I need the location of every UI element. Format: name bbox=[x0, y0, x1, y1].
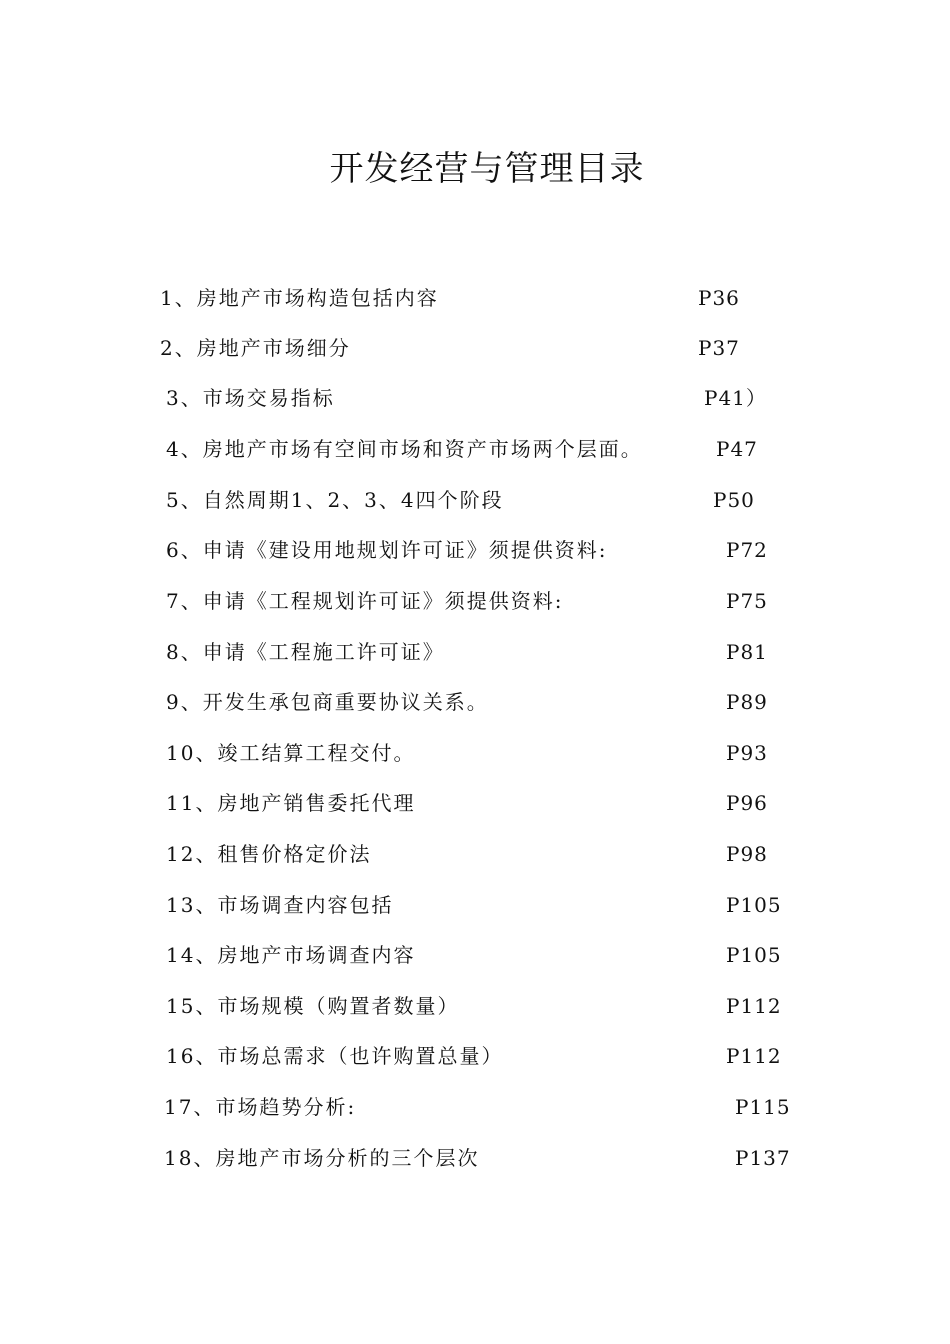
toc-entry-page: P75 bbox=[726, 589, 768, 613]
toc-entry-page: P72 bbox=[726, 538, 768, 562]
toc-entry-9 bbox=[166, 682, 766, 722]
toc-entry-label: 6、申请《建设用地规划许可证》须提供资料: bbox=[166, 538, 608, 562]
toc-entry-page: P41） bbox=[704, 386, 767, 410]
toc-entry-label: 8、申请《工程施工许可证》 bbox=[166, 640, 445, 664]
toc-entry-label: 11、房地产销售委托代理 bbox=[166, 791, 416, 815]
toc-entry-label: 1、房地产市场构造包括内容 bbox=[160, 286, 439, 310]
page-title: 开发经营与管理目录 bbox=[329, 149, 645, 189]
toc-entry-label: 5、自然周期1、2、3、4四个阶段 bbox=[166, 488, 504, 512]
toc-entry-14 bbox=[166, 935, 786, 975]
toc-entry-5 bbox=[166, 480, 766, 520]
toc-entry-page: P112 bbox=[726, 1044, 782, 1068]
toc-entry-page: P47 bbox=[716, 437, 758, 461]
toc-entry-page: P36 bbox=[698, 286, 740, 310]
toc-entry-page: P112 bbox=[726, 994, 782, 1018]
toc-entry-4 bbox=[166, 429, 766, 469]
toc-entry-page: P98 bbox=[726, 842, 768, 866]
toc-entry-page: P105 bbox=[726, 943, 782, 967]
toc-entry-17 bbox=[164, 1087, 794, 1127]
toc-entry-8 bbox=[166, 632, 766, 672]
toc-entry-2 bbox=[160, 328, 760, 368]
toc-entry-18 bbox=[164, 1138, 794, 1178]
toc-entry-13 bbox=[166, 885, 786, 925]
toc-entry-page: P105 bbox=[726, 893, 782, 917]
toc-entry-label: 15、市场规模（购置者数量） bbox=[166, 994, 460, 1018]
toc-entry-page: P81 bbox=[726, 640, 768, 664]
toc-entry-page: P89 bbox=[726, 690, 768, 714]
toc-entry-label: 4、房地产市场有空间市场和资产市场两个层面。 bbox=[166, 437, 643, 461]
toc-entry-label: 13、市场调查内容包括 bbox=[166, 893, 394, 917]
toc-entry-page: P137 bbox=[735, 1146, 791, 1170]
toc-entry-label: 9、开发生承包商重要协议关系。 bbox=[166, 690, 489, 714]
toc-entry-3 bbox=[166, 378, 766, 418]
toc-entry-16 bbox=[166, 1036, 786, 1076]
toc-entry-label: 7、申请《工程规划许可证》须提供资料: bbox=[166, 589, 564, 613]
toc-entry-7 bbox=[166, 581, 766, 621]
toc-entry-page: P37 bbox=[698, 336, 740, 360]
toc-entry-label: 12、租售价格定价法 bbox=[166, 842, 372, 866]
toc-entry-11 bbox=[166, 783, 766, 823]
toc-entry-page: P50 bbox=[713, 488, 755, 512]
toc-entry-10 bbox=[166, 733, 766, 773]
toc-entry-label: 2、房地产市场细分 bbox=[160, 336, 351, 360]
toc-entry-15 bbox=[166, 986, 786, 1026]
toc-entry-label: 3、市场交易指标 bbox=[166, 386, 335, 410]
toc-entry-label: 16、市场总需求（也许购置总量） bbox=[166, 1044, 504, 1068]
toc-entry-label: 17、市场趋势分析: bbox=[164, 1095, 357, 1119]
toc-entry-label: 18、房地产市场分析的三个层次 bbox=[164, 1146, 480, 1170]
toc-entry-label: 14、房地产市场调查内容 bbox=[166, 943, 416, 967]
toc-entry-page: P93 bbox=[726, 741, 768, 765]
toc-entry-1 bbox=[160, 278, 760, 318]
toc-entry-label: 10、竣工结算工程交付。 bbox=[166, 741, 416, 765]
toc-entry-page: P96 bbox=[726, 791, 768, 815]
toc-entry-page: P115 bbox=[735, 1095, 791, 1119]
toc-entry-6 bbox=[166, 530, 766, 570]
toc-entry-12 bbox=[166, 834, 766, 874]
